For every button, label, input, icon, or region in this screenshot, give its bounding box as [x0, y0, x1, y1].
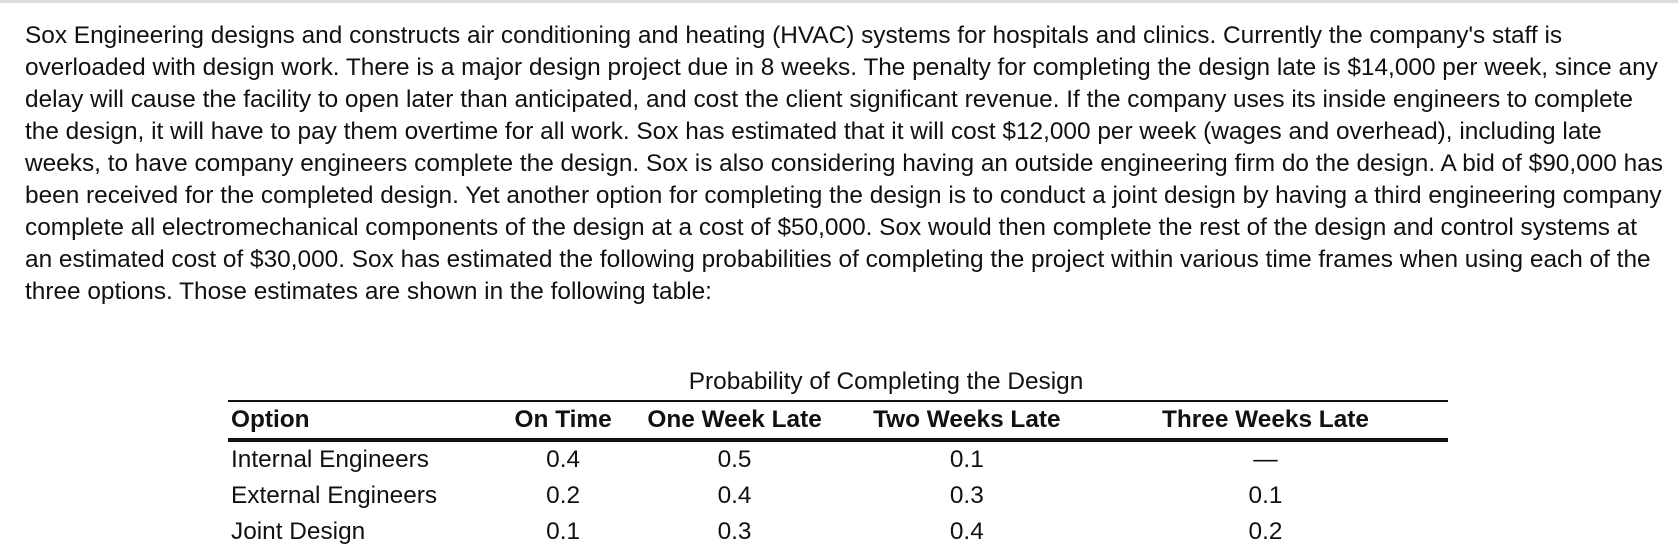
cell-one-week-late: 0.4	[717, 482, 752, 509]
probability-table-section	[228, 366, 1448, 550]
table-row	[228, 514, 1448, 550]
top-divider	[0, 0, 1678, 3]
cell-option: Internal Engineers	[231, 446, 429, 473]
table-row	[228, 440, 1448, 478]
header-one-week-late: One Week Late	[618, 401, 850, 440]
cell-two-weeks-late: 0.3	[949, 482, 984, 509]
cell-two-weeks-late: 0.4	[949, 518, 984, 545]
cell-on-time: 0.1	[546, 518, 581, 545]
table-header-row	[228, 401, 1448, 440]
cell-three-weeks-late: 0.1	[1248, 482, 1283, 509]
header-on-time: On Time	[508, 401, 619, 440]
header-two-weeks-late: Two Weeks Late	[851, 401, 1083, 440]
table-row	[228, 478, 1448, 514]
cell-option: Joint Design	[231, 518, 366, 545]
cell-three-weeks-late: —	[1253, 446, 1278, 473]
cell-option: External Engineers	[231, 482, 438, 509]
cell-on-time: 0.2	[546, 482, 581, 509]
header-three-weeks-late: Three Weeks Late	[1083, 401, 1448, 440]
cell-two-weeks-late: 0.1	[949, 446, 984, 473]
cell-one-week-late: 0.3	[717, 518, 752, 545]
problem-paragraph: Sox Engineering designs and constructs air conditioning and heating (HVAC) systems for hospitals and clinics. Currently the company's staff is overloaded with design work. There is a major design project due in 8 weeks. The penalty for completing the design late is $14,000 per week, since any delay will cause the facility to open later than anticipated, and cost the client significant revenue. If the company uses its inside engineers to complete the design, it will have to pay them overtime for all work. Sox has estimated that it will cost $12,000 per week (wages and overhead), including late weeks, to have company engineers complete the design. Sox is also considering having an outside engineering firm do the design. A bid of $90,000 has been received for the completed design. Yet another option for completing the design is to conduct a joint design by having a third engineering company complete all electromechanical components of the design at a cost of $50,000. Sox would then complete the rest of the design and control systems at an estimated cost of $30,000. Sox has estimated the following probabilities of completing the project within various time frames when using each of the three options. Those estimates are shown in the following table:	[25, 22, 1663, 305]
table-caption: Probability of Completing the Design	[688, 368, 1084, 395]
cell-one-week-late: 0.5	[717, 446, 752, 473]
cell-three-weeks-late: 0.2	[1248, 518, 1283, 545]
header-option: Option	[228, 401, 508, 440]
cell-on-time: 0.4	[546, 446, 581, 473]
probability-table	[228, 400, 1448, 550]
